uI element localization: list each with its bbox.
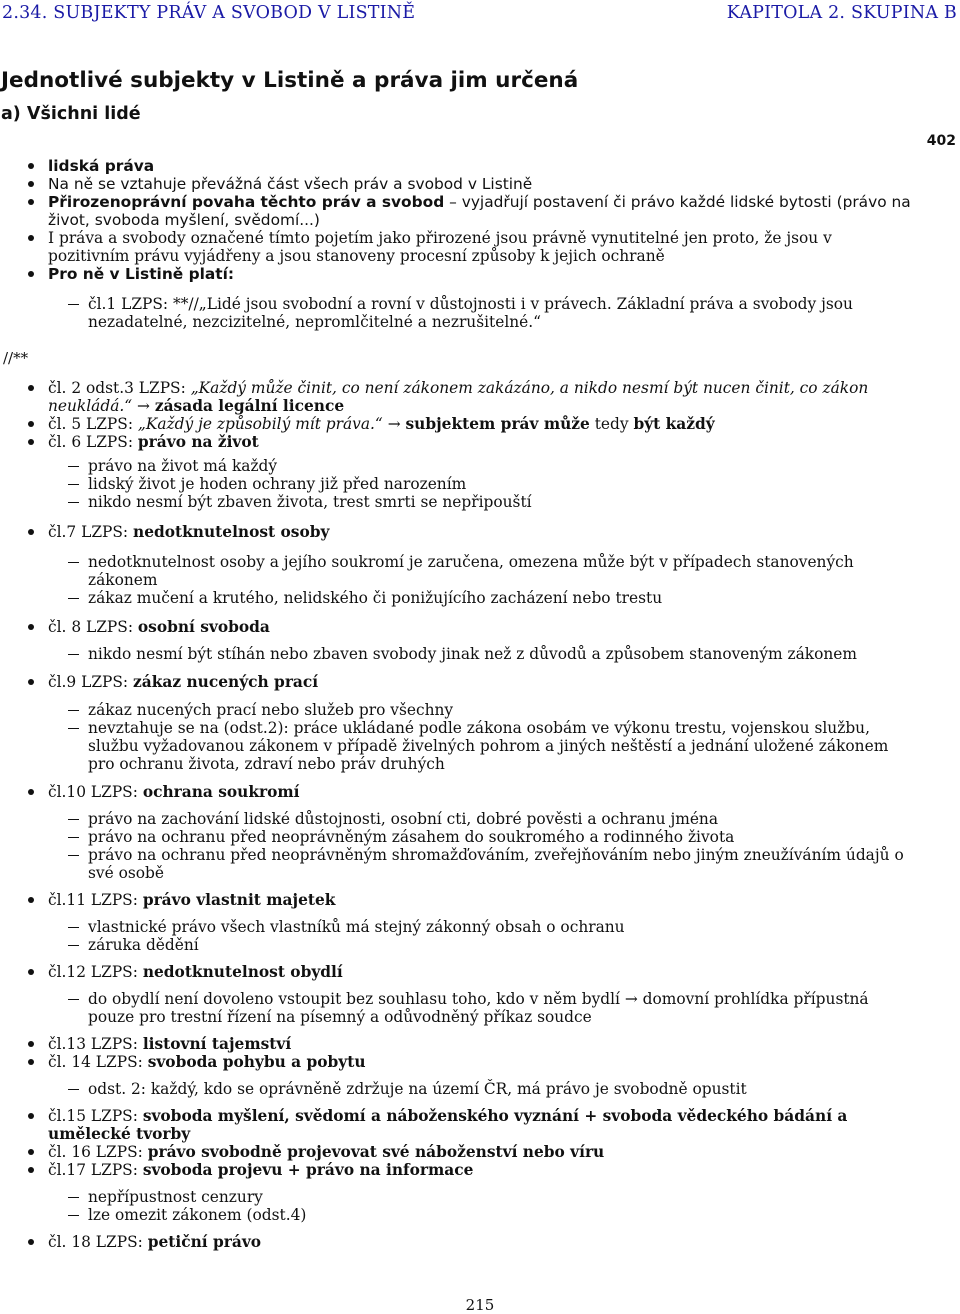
- section-subtitle: a) Všichni lidé: [1, 104, 141, 124]
- sub-item: vlastnické právo všech vlastníků má stejný zákonný obsah o ochranu: [88, 918, 914, 936]
- sub-item: nevztahuje se na (odst.2): práce ukládané podle zákona osobám ve výkonu trestu, vojenskou službu, službu vyžadovanou zákonem v případě živelných pohrom a jiných neštěstí a jednání uložené zákonem pro ochranu života, zdraví nebo práv druhých: [88, 719, 914, 773]
- sub-item: zákaz mučení a krutého, nelidského či ponižujícího zacházení nebo trestu: [88, 589, 914, 607]
- header-chapter: KAPITOLA 2. SKUPINA B: [726, 3, 957, 23]
- list-item-article-13: čl.13 LZPS: listovní tajemství: [48, 1035, 914, 1053]
- page-number: 215: [465, 1296, 495, 1314]
- margin-mark: //**: [3, 349, 29, 367]
- running-header: [2, 3, 957, 23]
- list-item-article-5: čl. 5 LZPS: „Každý je způsobilý mít práva.“ → subjektem práv může tedy být každý: [48, 415, 914, 433]
- sub-item: právo na ochranu před neoprávněným zásahem do soukromého a rodinného života: [88, 828, 914, 846]
- header-section: 2.34. SUBJEKTY PRÁV A SVOBOD V LISTINĚ: [2, 3, 416, 23]
- list-item-article-16: čl. 16 LZPS: právo svobodně projevovat své náboženství nebo víru: [48, 1143, 914, 1161]
- sub-item: právo na zachování lidské důstojnosti, osobní cti, dobré pověsti a ochranu jména: [88, 810, 914, 828]
- page-title: Jednotlivé subjekty v Listině a práva jim určená: [1, 68, 579, 93]
- list-item-article-12: čl.12 LZPS: nedotknutelnost obydlí: [48, 963, 914, 981]
- sub-item: zákaz nucených prací nebo služeb pro všechny: [88, 701, 914, 719]
- list-item-article-2: čl. 2 odst.3 LZPS: „Každý může činit, co není zákonem zakázáno, a nikdo nesmí být nucen činit, co zákon neukládá.“ → zásada legální licence: [48, 379, 914, 415]
- sub-item: právo na ochranu před neoprávněným shromažďováním, zveřejňováním nebo jiným zneužíváním údajů o své osobě: [88, 846, 914, 882]
- list-item-article-18: čl. 18 LZPS: petiční právo: [48, 1233, 914, 1251]
- list-item-article-7: čl.7 LZPS: nedotknutelnost osoby: [48, 523, 914, 541]
- list-item-article-10: čl.10 LZPS: ochrana soukromí: [48, 783, 914, 801]
- list-item: I práva a svobody označené tímto pojetím jako přirozené jsou právně vynutitelné jen proto, že jsou v pozitivním právu vyjádřeny a jsou stanoveny procesní způsoby k jejich ochraně: [48, 229, 914, 265]
- sub-item: lidský život je hoden ochrany již před narozením: [88, 475, 914, 493]
- sub-item: nedotknutelnost osoby a jejího soukromí je zaručena, omezena může být v případech stanovených zákonem: [88, 553, 914, 589]
- list-item: Pro ně v Listině platí:: [48, 265, 914, 283]
- list-item-article-15: čl.15 LZPS: svoboda myšlení, svědomí a náboženského vyznání + svoboda vědeckého bádání a umělecké tvorby: [48, 1107, 914, 1143]
- list-item-article-11: čl.11 LZPS: právo vlastnit majetek: [48, 891, 914, 909]
- sub-item: čl.1 LZPS: **//„Lidé jsou svobodní a rovní v důstojnosti i v právech. Základní práva a svobody jsou nezadatelné, nezcizitelné, nepromlčitelné a nezrušitelné.“: [88, 295, 914, 331]
- sub-item: nikdo nesmí být zbaven života, trest smrti se nepřipouští: [88, 493, 914, 511]
- list-item-article-14: čl. 14 LZPS: svoboda pohybu a pobytu: [48, 1053, 914, 1071]
- sub-item: odst. 2: každý, kdo se oprávněně zdržuje na území ČR, má právo je svobodně opustit: [88, 1080, 914, 1098]
- list-item-article-6: čl. 6 LZPS: právo na život: [48, 433, 914, 451]
- list-item: Přirozenoprávní povaha těchto práv a svobod – vyjadřují postavení či právo každé lidské bytosti (právo na život, svoboda myšlení, svědomí...): [48, 193, 914, 229]
- sub-item: záruka dědění: [88, 936, 914, 954]
- list-item-article-17: čl.17 LZPS: svoboda projevu + právo na informace: [48, 1161, 914, 1179]
- margin-number: 402: [926, 133, 956, 149]
- list-item-article-8: čl. 8 LZPS: osobní svoboda: [48, 618, 914, 636]
- main-content: [48, 157, 914, 1251]
- sub-item: právo na život má každý: [88, 457, 914, 475]
- list-item-article-9: čl.9 LZPS: zákaz nucených prací: [48, 673, 914, 691]
- list-item: Na ně se vztahuje převážná část všech práv a svobod v Listině: [48, 175, 914, 193]
- sub-item: do obydlí není dovoleno vstoupit bez souhlasu toho, kdo v něm bydlí → domovní prohlídka přípustná pouze pro trestní řízení na písemný a odůvodněný příkaz soudce: [88, 990, 914, 1026]
- list-item: lidská práva: [48, 157, 914, 175]
- sub-item: nepřípustnost cenzury: [88, 1188, 914, 1206]
- sub-item: nikdo nesmí být stíhán nebo zbaven svobody jinak než z důvodů a způsobem stanoveným zákonem: [88, 645, 914, 663]
- sub-item: lze omezit zákonem (odst.4): [88, 1206, 914, 1224]
